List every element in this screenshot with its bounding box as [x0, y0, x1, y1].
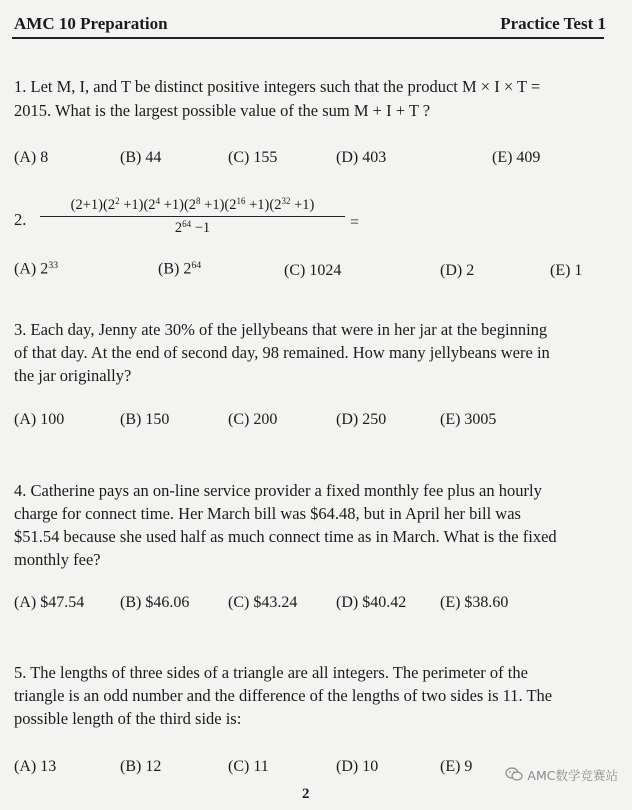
question-4-choice-d: (D) $40.42	[336, 594, 407, 611]
header-title: AMC 10 Preparation	[14, 14, 168, 33]
question-4-choice-a: (A) $47.54	[14, 594, 85, 611]
question-1-choice-d: (D) 403	[336, 149, 387, 166]
equals-sign: =	[350, 214, 360, 231]
watermark-text: AMC数学竞赛站	[527, 768, 618, 783]
question-4-line-3: $51.54 because she used half as much connect time as in March. What is the fixed	[14, 527, 557, 546]
question-5-line-1: 5. The lengths of three sides of a triangle are all integers. The perimeter of the	[14, 663, 528, 682]
header-divider	[12, 37, 604, 39]
header-test-label: Practice Test 1	[500, 14, 606, 33]
question-1-choice-a: (A) 8	[14, 149, 49, 166]
question-2-choice-b: (B) $2^{64}$	[158, 260, 202, 278]
question-2-choice-c: (C) 1024	[284, 262, 342, 279]
question-3-choice-d: (D) 250	[336, 411, 387, 428]
question-1-choice-c: (C) 155	[228, 149, 278, 166]
wechat-icon	[505, 767, 523, 784]
fraction-numerator: $(2+1)(2^2 +1)(2^4 +1)(2^8 +1)(2^{16} +1)(2^{32} +1)$	[40, 196, 345, 217]
question-3-line-3: the jar originally?	[14, 366, 132, 385]
question-1-line-1: 1. Let M, I, and T be distinct positive integers such that the product M × I × T =	[14, 77, 541, 96]
question-1-choice-b: (B) 44	[120, 149, 162, 166]
question-5-choice-e: (E) 9	[440, 758, 473, 775]
watermark	[505, 766, 618, 784]
question-3-choice-b: (B) 150	[120, 411, 170, 428]
question-2-choice-a: (A) $2^{33}$	[14, 260, 59, 278]
question-4-choice-b: (B) $46.06	[120, 594, 190, 611]
fraction-denominator: $2^{64} -1$	[174, 218, 211, 236]
question-5-choice-b: (B) 12	[120, 758, 162, 775]
question-1-choice-e: (E) 409	[492, 149, 541, 166]
question-5-choice-a: (A) 13	[14, 758, 57, 775]
question-3-line-1: 3. Each day, Jenny ate 30% of the jellybeans that were in her jar at the beginning	[14, 320, 548, 339]
question-2-number: 2.	[14, 210, 27, 229]
question-2-choice-d: (D) 2	[440, 262, 475, 279]
question-3-choice-c: (C) 200	[228, 411, 278, 428]
question-4-line-1: 4. Catherine pays an on-line service provider a fixed monthly fee plus an hourly	[14, 481, 542, 500]
question-2-fraction	[40, 196, 345, 237]
question-5-line-2: triangle is an odd number and the difference of the lengths of two sides is 11. The	[14, 686, 553, 705]
question-4-choice-c: (C) $43.24	[228, 594, 298, 611]
question-1-line-2: 2015. What is the largest possible value of the sum M + I + T ?	[14, 101, 431, 120]
question-5-choice-d: (D) 10	[336, 758, 379, 775]
question-4-line-4: monthly fee?	[14, 550, 101, 569]
question-5-line-3: possible length of the third side is:	[14, 709, 242, 728]
page-number: 2	[302, 786, 310, 802]
question-4-choice-e: (E) $38.60	[440, 594, 509, 611]
question-3-line-2: of that day. At the end of second day, 98 remained. How many jellybeans were in	[14, 343, 550, 362]
question-3-choice-e: (E) 3005	[440, 411, 497, 428]
question-5-choice-c: (C) 11	[228, 758, 269, 775]
question-2-choice-e: (E) 1	[550, 262, 583, 279]
question-4-line-2: charge for connect time. Her March bill was $64.48, but in April her bill was	[14, 504, 521, 523]
question-3-choice-a: (A) 100	[14, 411, 65, 428]
